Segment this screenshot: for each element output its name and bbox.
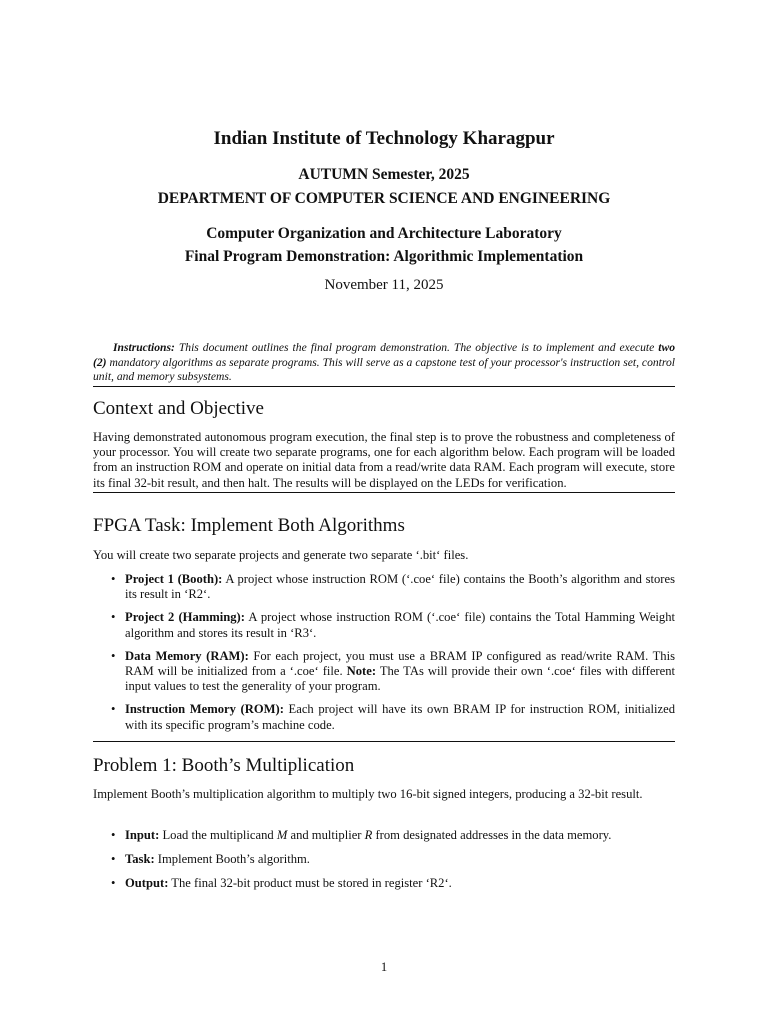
bullet-text: For each project, you must use a BRAM IP configured as read/write RAM. This RAM will be initialized from a ‘.coe‘ file. bbox=[125, 648, 675, 679]
note-text: The TAs will provide their own ‘.coe‘ files with different input values to test the generality of your program. bbox=[125, 664, 676, 694]
semester-line: AUTUMN Semester, 2025 bbox=[298, 166, 470, 183]
instructions-block bbox=[93, 341, 675, 387]
fpga-bullet-list bbox=[111, 572, 675, 741]
bullet-icon: • bbox=[111, 572, 116, 586]
bullet-text: and multiplier bbox=[287, 828, 365, 842]
bullet-text: The final 32-bit product must be stored in register ‘R2‘. bbox=[168, 876, 452, 891]
list-item bbox=[111, 852, 675, 867]
bullet-text: A project whose instruction ROM (‘.coe‘ file) contains the Booth’s algorithm and stores its result in ‘R2‘. bbox=[125, 572, 675, 602]
institute-title: Indian Institute of Technology Kharagpur bbox=[213, 128, 555, 149]
section-divider bbox=[93, 741, 675, 742]
instructions-text-b: mandatory algorithms as separate programs. This will serve as a capstone test of your processor's instruction set, control unit, and memory subsystems. bbox=[93, 355, 675, 383]
list-item bbox=[111, 649, 675, 695]
bullet-label: Data Memory (RAM): bbox=[125, 648, 249, 663]
bullet-text: A project whose instruction ROM (‘.coe‘ file) contains the Total Hamming Weight algorithm and stores its result in ‘R3‘. bbox=[125, 610, 675, 640]
bullet-icon: • bbox=[111, 610, 116, 625]
heading-context: Context and Objective bbox=[93, 398, 264, 419]
bullet-label: Input: bbox=[125, 828, 160, 842]
instructions-bold: two (2) bbox=[93, 341, 675, 369]
bullet-text: from designated addresses in the data memory. bbox=[372, 828, 612, 842]
bullet-icon: • bbox=[111, 828, 116, 842]
instructions-label: Instructions: bbox=[113, 341, 175, 354]
bullet-label: Project 1 (Booth): bbox=[125, 572, 223, 586]
bullet-icon: • bbox=[111, 702, 116, 717]
document-date: November 11, 2025 bbox=[324, 277, 444, 293]
bullet-icon: • bbox=[111, 876, 116, 891]
variable-m: M bbox=[276, 828, 288, 842]
booth-intro: Implement Booth’s multiplication algorithm to multiply two 16-bit signed integers, producing a 32-bit result. bbox=[93, 787, 643, 801]
heading-fpga: FPGA Task: Implement Both Algorithms bbox=[93, 515, 405, 536]
note-label: Note: bbox=[346, 664, 377, 679]
bullet-label: Project 2 (Hamming): bbox=[125, 610, 245, 625]
demo-title: Final Program Demonstration: Algorithmic Implementation bbox=[184, 248, 584, 265]
bullet-label: Task: bbox=[125, 852, 155, 867]
fpga-intro: You will create two separate projects and generate two separate ‘.bit‘ files. bbox=[93, 548, 469, 562]
booth-bullet-list bbox=[111, 828, 675, 901]
lab-title: Computer Organization and Architecture Laboratory bbox=[206, 225, 562, 242]
heading-booth: Problem 1: Booth’s Multiplication bbox=[93, 755, 355, 776]
bullet-text: Each project will have its own BRAM IP for instruction ROM, initialized with its specific program’s machine code. bbox=[125, 702, 675, 732]
page-number: 1 bbox=[380, 960, 388, 974]
department-line: DEPARTMENT OF COMPUTER SCIENCE AND ENGINEERING bbox=[157, 190, 611, 207]
bullet-text: Implement Booth’s algorithm. bbox=[154, 852, 310, 867]
list-item bbox=[111, 876, 675, 891]
bullet-label: Instruction Memory (ROM): bbox=[125, 702, 284, 717]
variable-r: R bbox=[364, 828, 373, 842]
instructions-text-a: This document outlines the final program demonstration. The objective is to implement and execute bbox=[174, 341, 659, 354]
list-item bbox=[111, 828, 675, 843]
bullet-icon: • bbox=[111, 648, 116, 663]
bullet-icon: • bbox=[111, 852, 116, 867]
bullet-text: Load the multiplicand bbox=[159, 828, 277, 842]
list-item bbox=[111, 702, 675, 732]
list-item bbox=[111, 572, 675, 602]
context-paragraph: Having demonstrated autonomous program execution, the final step is to prove the robustness and completeness of your processor. You will create two separate programs, one for each algorithm below. Each program will be loaded from an instruction ROM and operate on initial data from a read/write data RAM. Each program will execute, store its final 32-bit result, and then halt. The results will be displayed on the LEDs for verification. bbox=[93, 430, 675, 493]
bullet-label: Output: bbox=[125, 876, 169, 891]
list-item bbox=[111, 610, 675, 640]
